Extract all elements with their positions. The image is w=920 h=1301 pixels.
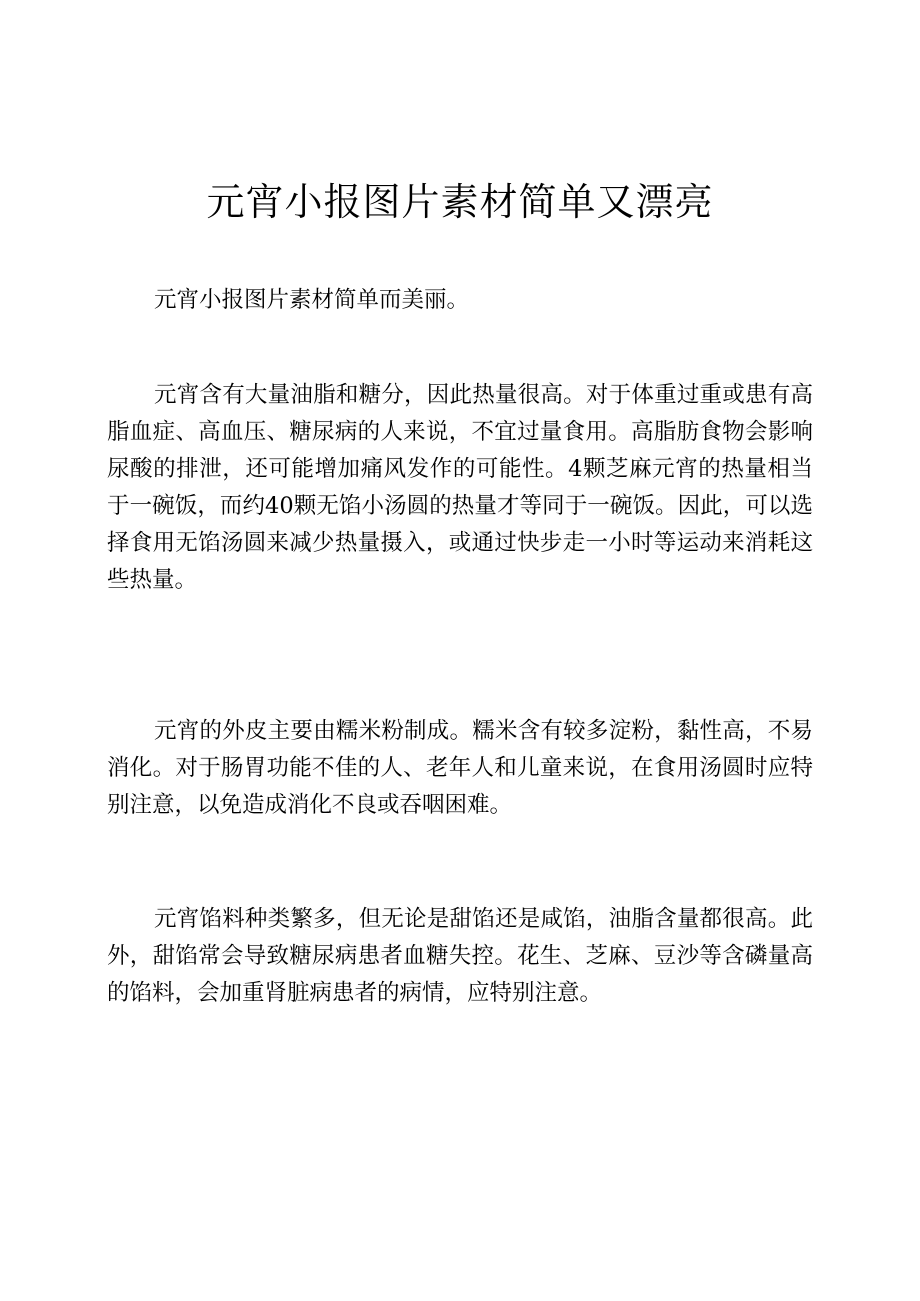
- paragraph-digestion: 元宵的外皮主要由糯米粉制成。糯米含有较多淀粉，黏性高，不易消化。对于肠胃功能不佳的人、老年人和儿童来说，在食用汤圆时应特别注意，以免造成消化不良或吞咽困难。: [107, 718, 813, 818]
- document-title: 元宵小报图片素材简单又漂亮: [206, 180, 714, 224]
- paragraph-intro: 元宵小报图片素材简单而美丽。: [154, 287, 470, 313]
- paragraph-calories: 元宵含有大量油脂和糖分，因此热量很高。对于体重过重或患有高脂血症、高血压、糖尿病的人来说，不宜过量食用。高脂肪食物会影响尿酸的排泄，还可能增加痛风发作的可能性。4颗芝麻元宵的热量相当于一碗饭，而约40颗无馅小汤圆的热量才等同于一碗饭。因此，可以选择食用无馅汤圆来减少热量摄入，或通过快步走一小时等运动来消耗这些热量。: [107, 382, 813, 593]
- paragraph-fillings: 元宵馅料种类繁多，但无论是甜馅还是咸馅，油脂含量都很高。此外，甜馅常会导致糖尿病患者血糖失控。花生、芝麻、豆沙等含磷量高的馅料，会加重肾脏病患者的病情，应特别注意。: [107, 906, 813, 1006]
